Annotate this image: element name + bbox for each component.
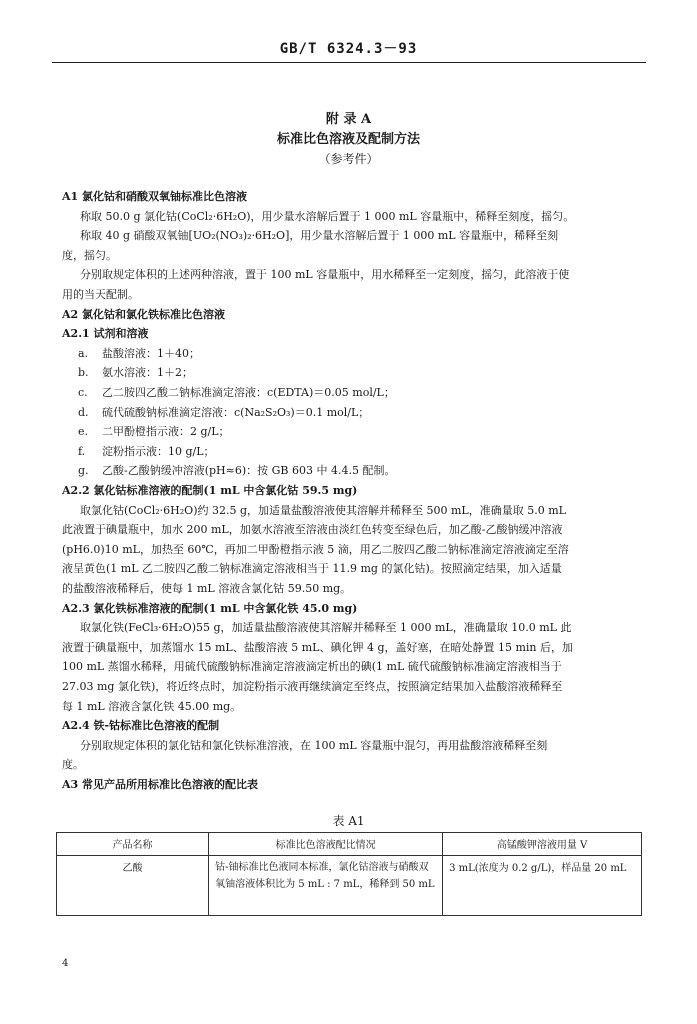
paragraph-line [62, 639, 642, 657]
section-heading [62, 600, 642, 618]
list-marker: a. [78, 346, 89, 360]
line-text: 27.03 mg 氯化铁)，将近终点时，加淀粉指示液再继续滴定至终点，按照滴定结果加入盐酸溶液稀释至 [62, 680, 563, 693]
section-heading [62, 188, 642, 206]
line-text: 的盐酸溶液稀释后，使每 1 mL 溶液含氯化钴 59.50 mg。 [62, 582, 352, 595]
appendix-title: 附 录 A [325, 112, 372, 127]
list-marker: d. [78, 405, 89, 419]
line-text: (pH6.0)10 mL，加热至 60℃，再加二甲酚橙指示液 5 滴，用乙二胺四乙酸二钠标准滴定溶液滴定至溶 [62, 542, 569, 556]
list-marker: f. [78, 444, 86, 458]
line-text: 取氯化钴(CoCl₂·6H₂O)约 32.5 g，加适量盐酸溶液使其溶解并稀释至 500 mL，准确量取 5.0 mL [80, 503, 566, 517]
table-cell-ratio: 钴-铀标准比色液同本标准，氯化钴溶液与硝酸双氧铀溶液体积比为 5 mL : 7 mL，稀释到 50 mL [209, 856, 443, 916]
line-text: A2.1 试剂和溶液 [62, 327, 149, 341]
section-heading [62, 306, 642, 324]
paragraph-line [62, 521, 642, 539]
paragraph-line [62, 541, 642, 559]
section-heading [62, 717, 642, 735]
paragraph-line [62, 756, 642, 774]
line-text: 二甲酚橙指示液：2 g/L； [102, 425, 230, 439]
line-text: A2.3 氯化铁标准溶液的配制(1 mL 中含氯化铁 45.0 mg) [62, 601, 358, 615]
list-item [78, 345, 658, 363]
line-text: 度。 [62, 758, 84, 772]
paragraph-line [80, 266, 660, 284]
paragraph-line [80, 227, 660, 245]
line-text: 液呈黄色(1 mL 乙二胺四乙酸二钠标准滴定溶液相当于 11.9 mg 的氯化钴)。按照滴定结果，加入适量 [62, 562, 562, 576]
ratio-table [56, 832, 642, 916]
paragraph-line [80, 737, 660, 755]
line-text: A1 氯化钴和硝酸双氧铀标准比色溶液 [62, 190, 248, 203]
line-text: A3 常见产品所用标准比色溶液的配比表 [62, 778, 259, 791]
line-text: 此液置于碘量瓶中，加水 200 mL，加氨水溶液至溶液由淡红色转变至绿色后，加乙酸-乙酸钠缓冲溶液 [62, 523, 563, 537]
paragraph-line [80, 502, 660, 520]
line-text: 氨水溶液：1＋2； [102, 366, 193, 380]
page-number: 4 [62, 958, 69, 969]
paragraph-line [62, 286, 642, 304]
line-text: A2.4 铁-钴标准比色溶液的配制 [62, 719, 220, 733]
list-marker: e. [78, 425, 89, 439]
line-text: 液置于碘量瓶中，加蒸馏水 15 mL、盐酸溶液 5 mL、碘化钾 4 g，盖好塞，在暗处静置 15 min 后，加 [62, 640, 574, 654]
paragraph-line [62, 580, 642, 598]
column-header: 高锰酸钾溶液用量 V [443, 833, 642, 856]
line-text: 分别取规定体积的上述两种溶液，置于 100 mL 容量瓶中，用水稀释至一定刻度，摇匀，此溶液于使 [80, 268, 570, 282]
line-text: 每 1 mL 溶液含氯化铁 45.00 mg。 [62, 699, 242, 713]
table-caption: 表 A1 [332, 814, 365, 828]
line-text: 乙酸-乙酸钠缓冲溶液(pH≈6)：按 GB 603 中 4.4.5 配制。 [102, 464, 396, 478]
list-item [78, 404, 658, 422]
line-text: 用的当天配制。 [62, 288, 139, 301]
section-heading [62, 482, 642, 500]
table-header-row [57, 833, 642, 856]
list-item [78, 443, 658, 461]
paragraph-line [62, 247, 642, 265]
paragraph-line [80, 208, 660, 226]
line-text: 称取 50.0 g 氯化钴(CoCl₂·6H₂O)，用少量水溶解后置于 1 000 mL 容量瓶中，稀释至刻度，摇匀。 [80, 209, 575, 223]
column-header: 标准比色溶液配比情况 [209, 833, 443, 856]
table-row [57, 856, 642, 916]
line-text: 盐酸溶液：1＋40； [102, 346, 200, 360]
list-marker: c. [78, 386, 88, 399]
line-text: A2 氯化钴和氯化铁标准比色溶液 [62, 307, 226, 321]
header-rule [52, 62, 646, 63]
line-text: 取氯化铁(FeCl₃·6H₂O)55 g，加适量盐酸溶液使其溶解并稀释至 1 000 mL，准确量取 10.0 mL 此 [80, 621, 572, 635]
appendix-subtitle: 标准比色溶液及配制方法 [276, 132, 420, 147]
table-cell-dosage: 3 mL(浓度为 0.2 g/L)，样品量 20 mL [443, 856, 642, 916]
line-text: 度，摇匀。 [62, 248, 117, 262]
column-header: 产品名称 [57, 833, 209, 856]
standard-code-header: GB/T 6324.3－93 [279, 41, 418, 57]
line-text: 乙二胺四乙酸二钠标准滴定溶液：c(EDTA)＝0.05 mol/L； [102, 386, 395, 399]
table-cell-product: 乙酸 [57, 856, 209, 916]
line-text: 硫代硫酸钠标准滴定溶液：c(Na₂S₂O₃)＝0.1 mol/L； [102, 405, 370, 419]
section-heading [62, 776, 642, 794]
line-text: 分别取规定体积的氯化钴和氯化铁标准溶液，在 100 mL 容量瓶中混匀，再用盐酸溶液稀释至刻 [80, 738, 548, 752]
line-text: 称取 40 g 硝酸双氧铀[UO₂(NO₃)₂·6H₂O]，用少量水溶解后置于 1 000 mL 容量瓶中，稀释至刻 [80, 229, 559, 243]
paragraph-line [62, 678, 642, 696]
paragraph-line [62, 658, 642, 676]
list-item [78, 364, 658, 382]
list-item [78, 423, 658, 441]
list-item [78, 384, 658, 402]
list-marker: g. [78, 464, 89, 478]
paragraph-line [62, 560, 642, 578]
paragraph-line [80, 619, 660, 637]
appendix-note: （参考件） [318, 152, 379, 166]
paragraph-line [62, 698, 642, 716]
line-text: 淀粉指示液：10 g/L； [102, 444, 215, 458]
line-text: 100 mL 蒸馏水稀释，用硫代硫酸钠标准滴定溶液滴定析出的碘(1 mL 硫代硫酸钠标准滴定溶液相当于 [62, 660, 562, 674]
section-heading [62, 325, 642, 343]
list-marker: b. [78, 366, 89, 380]
line-text: A2.2 氯化钴标准溶液的配制(1 mL 中含氯化钴 59.5 mg) [62, 484, 358, 497]
list-item [78, 462, 658, 480]
